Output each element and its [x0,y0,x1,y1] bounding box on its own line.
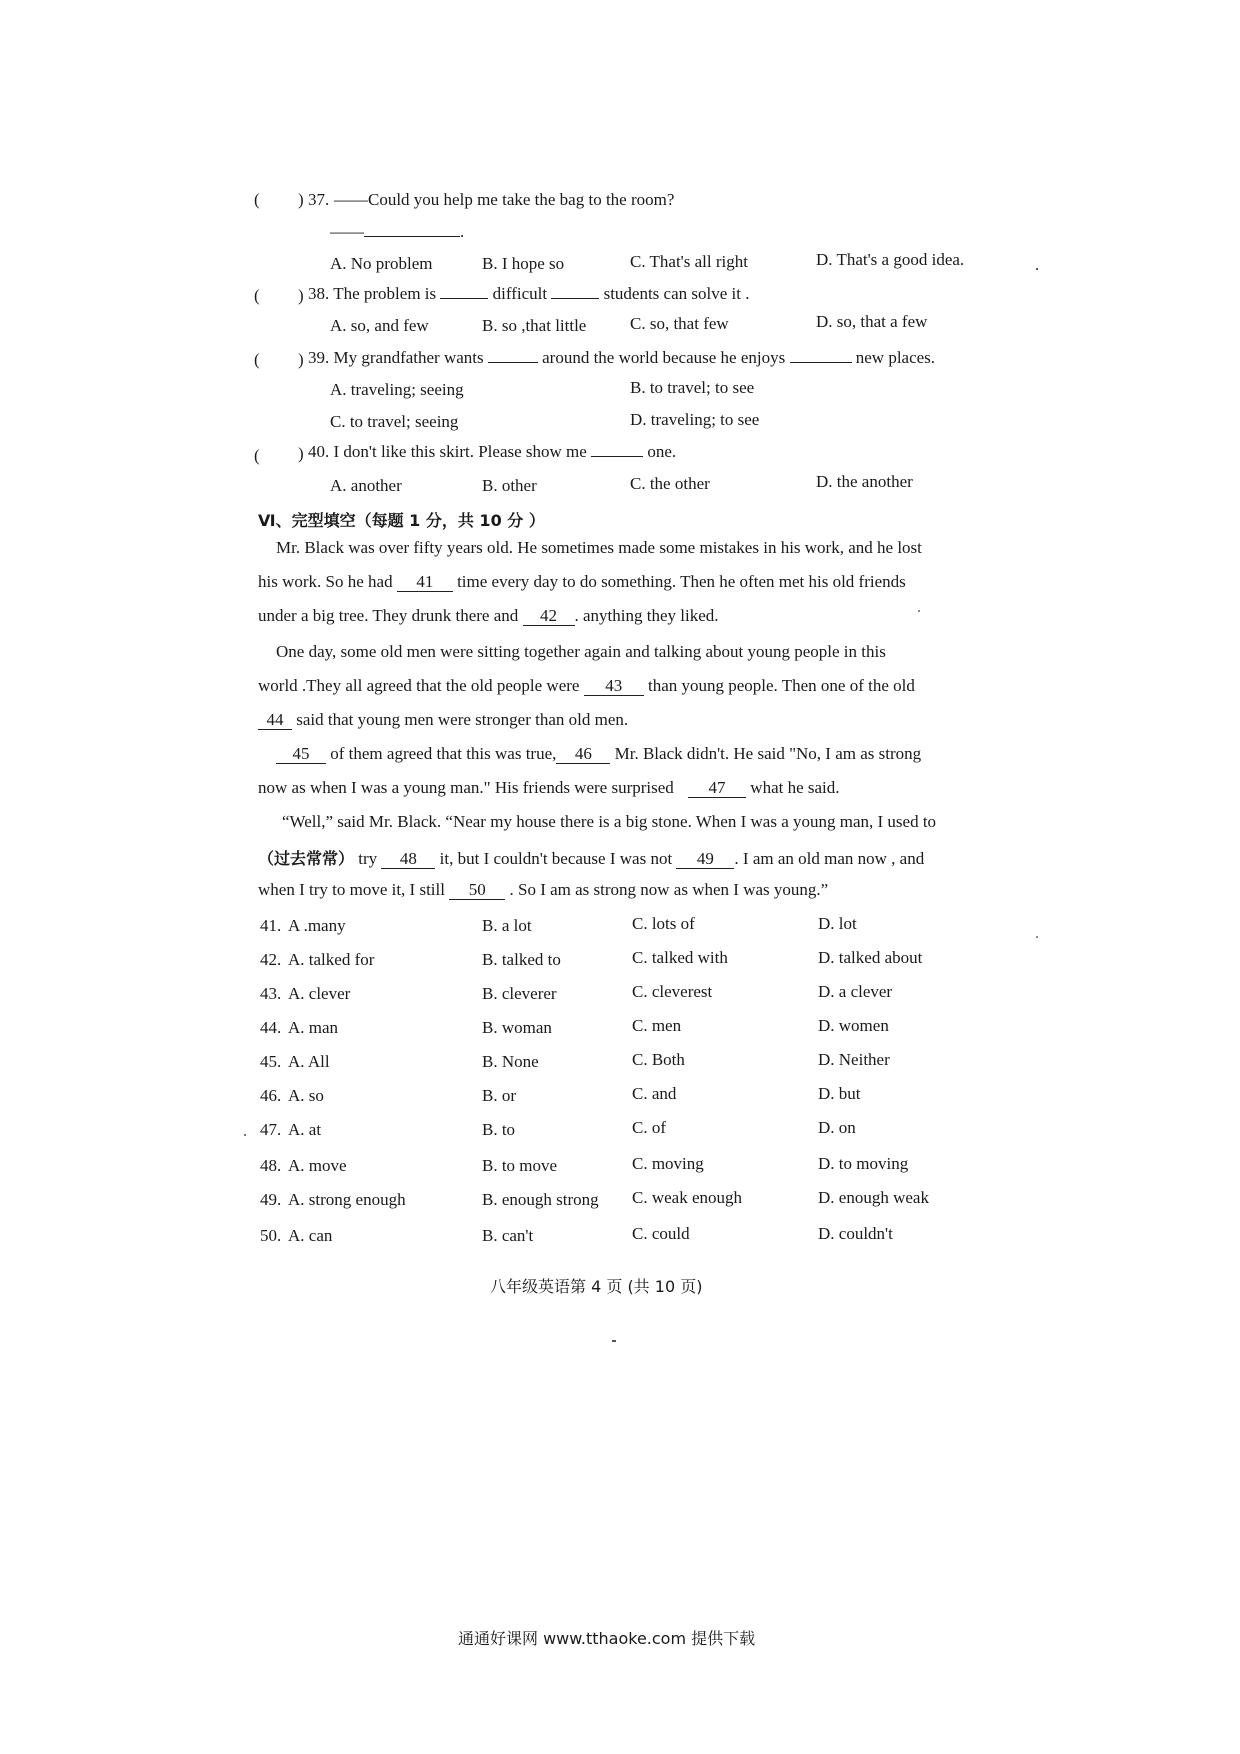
passage-line [258,778,1014,798]
option-a: A. another [330,476,402,495]
option-a: A. talked for [288,950,375,969]
option-b: B. talked to [482,950,561,969]
passage-text: said that young men were stronger than old men. [296,710,629,729]
passage-note: （过去常常） [258,849,355,868]
option-c: C. could [632,1224,690,1243]
option-b: B. to travel; to see [630,378,755,397]
passage-text: time every day to do something. Then he often met his old friends [457,572,906,591]
answer-blank [591,456,643,457]
passage-line [276,744,1032,764]
stem-part: new places. [855,348,936,367]
passage-text: Mr. Black didn't. He said "No, I am as strong [614,744,922,763]
option-a: A. All [288,1052,330,1071]
answer-paren-close: ) [298,350,304,369]
stem-part: one. [647,442,677,461]
answer-blank [440,298,488,299]
blank-43: 43 [584,677,644,696]
option-b: B. to move [482,1156,558,1175]
option-a: A. at [288,1120,322,1139]
passage-text: when I try to move it, I still [258,880,445,899]
response-dash: —— [330,222,364,241]
passage-line [258,846,1014,869]
option-d: D. enough weak [818,1188,929,1207]
question-number: 40. [308,442,330,461]
option-number: 43. [260,984,282,1003]
option-number: 42. [260,950,282,969]
option-b: B. cleverer [482,984,557,1003]
option-number: 50. [260,1226,282,1245]
option-a: A. can [288,1226,333,1245]
question-stem-line [308,348,935,368]
stem-part: I don't like this skirt. Please show me [333,442,587,461]
source-footer: 通通好课网 www.tthaoke.com 提供下载 [458,1629,756,1648]
option-b: B. can't [482,1226,534,1245]
option-number: 46. [260,1086,282,1105]
page-number-footer: 八年级英语第 4 页 (共 10 页) [490,1277,703,1296]
option-a: A. move [288,1156,347,1175]
option-c: C. weak enough [632,1188,743,1207]
option-a: A. so [288,1086,324,1105]
blank-49: 49 [676,850,734,869]
option-a: A. traveling; seeing [330,380,464,399]
blank-48: 48 [381,850,435,869]
option-a: A. so, and few [330,316,429,335]
option-number: 44. [260,1018,282,1037]
passage-text: under a big tree. They drunk there and [258,606,519,625]
option-d: D. a clever [818,982,893,1001]
passage-line: One day, some old men were sitting together again and talking about young people in this [276,642,886,661]
stem-part: difficult [492,284,548,303]
blank-42: 42 [523,607,575,626]
passage-text: try [358,849,378,868]
question-number: 38. [308,284,330,303]
option-d: D. traveling; to see [630,410,760,429]
blank-46: 46 [556,745,610,764]
option-a: A. clever [288,984,351,1003]
passage-text: than young people. Then one of the old [647,676,915,695]
option-a: A. No problem [330,254,433,273]
answer-paren-close: ) [298,444,304,463]
option-c: C. talked with [632,948,728,967]
option-d: D. That's a good idea. [816,250,965,269]
blank-41: 41 [397,573,453,592]
blank-44: 44 [258,711,292,730]
passage-line [258,710,1014,730]
option-b: B. to [482,1120,516,1139]
option-b: B. woman [482,1018,552,1037]
passage-text: world .They all agreed that the old people were [258,676,580,695]
passage-text: of them agreed that this was true, [330,744,557,763]
question-number: 39. [308,348,330,367]
option-d: D. women [818,1016,889,1035]
answer-blank [790,362,852,363]
scan-speck [1036,936,1038,938]
stem-part: The problem is [333,284,437,303]
answer-paren-open: ( [254,446,260,465]
passage-line [258,606,1014,626]
option-c: C. lots of [632,914,695,933]
question-stem: ——Could you help me take the bag to the room? [334,190,675,209]
blank-45: 45 [276,745,326,764]
answer-paren-close: ) [298,286,304,305]
option-number: 48. [260,1156,282,1175]
passage-text: what he said. [750,778,840,797]
option-d: D. so, that a few [816,312,928,331]
section-title: Ⅵ、完型填空（每题 1 分，共 10 分 ） [258,511,545,530]
option-c: C. moving [632,1154,704,1173]
option-d: D. Neither [818,1050,890,1069]
option-a: A .many [288,916,346,935]
passage-line: “Well,” said Mr. Black. “Near my house there is a big stone. When I was a young man, I used to [282,812,937,831]
stem-part: students can solve it . [603,284,750,303]
passage-text: . So I am as strong now as when I was young.” [509,880,829,899]
stem-part: around the world because he enjoys [542,348,786,367]
option-c: C. cleverest [632,982,713,1001]
option-d: D. lot [818,914,857,933]
option-d: D. the another [816,472,913,491]
answer-paren-close: ) [298,190,304,209]
option-c: C. of [632,1118,666,1137]
question-stem-line [308,442,676,462]
option-c: C. the other [630,474,710,493]
option-b: B. other [482,476,537,495]
answer-paren-open: ( [254,190,260,209]
option-b: B. or [482,1086,516,1105]
passage-line: Mr. Black was over fifty years old. He sometimes made some mistakes in his work, and he lost [276,538,922,557]
passage-text: . anything they liked. [574,606,719,625]
option-c: C. men [632,1016,682,1035]
option-b: B. I hope so [482,254,565,273]
answer-paren-open: ( [254,286,260,305]
scan-speck [918,610,920,612]
question-stem-line [308,284,749,304]
option-d: D. talked about [818,948,923,967]
option-d: D. couldn't [818,1224,893,1243]
option-c: C. so, that few [630,314,729,333]
scan-speck [244,1134,246,1136]
option-number: 49. [260,1190,282,1209]
option-c: C. That's all right [630,252,748,271]
answer-paren-open: ( [254,350,260,369]
passage-text: . I am an old man now , and [734,849,925,868]
passage-line [258,572,1014,592]
option-b: B. so ,that little [482,316,587,335]
option-a: A. man [288,1018,339,1037]
passage-text: it, but I couldn't because I was not [439,849,673,868]
option-b: B. None [482,1052,539,1071]
response-end: . [460,222,465,241]
option-b: B. enough strong [482,1190,599,1209]
answer-blank [488,362,538,363]
option-c: C. Both [632,1050,685,1069]
response-line [330,222,464,242]
option-d: D. to moving [818,1154,909,1173]
passage-text: now as when I was a young man." His friends were surprised [258,778,674,797]
stem-part: My grandfather wants [333,348,484,367]
answer-blank [364,236,460,237]
option-a: A. strong enough [288,1190,406,1209]
passage-line [258,880,1014,900]
passage-line [258,676,1014,696]
option-number: 45. [260,1052,282,1071]
option-d: D. but [818,1084,861,1103]
blank-50: 50 [449,881,505,900]
option-c: C. and [632,1084,677,1103]
option-number: 41. [260,916,282,935]
option-b: B. a lot [482,916,532,935]
option-c: C. to travel; seeing [330,412,459,431]
answer-blank [551,298,599,299]
option-number: 47. [260,1120,282,1139]
scan-speck [612,1340,616,1342]
option-d: D. on [818,1118,856,1137]
question-number: 37. [308,190,330,209]
blank-47: 47 [688,779,746,798]
scan-speck [1036,268,1038,270]
passage-text: his work. So he had [258,572,393,591]
